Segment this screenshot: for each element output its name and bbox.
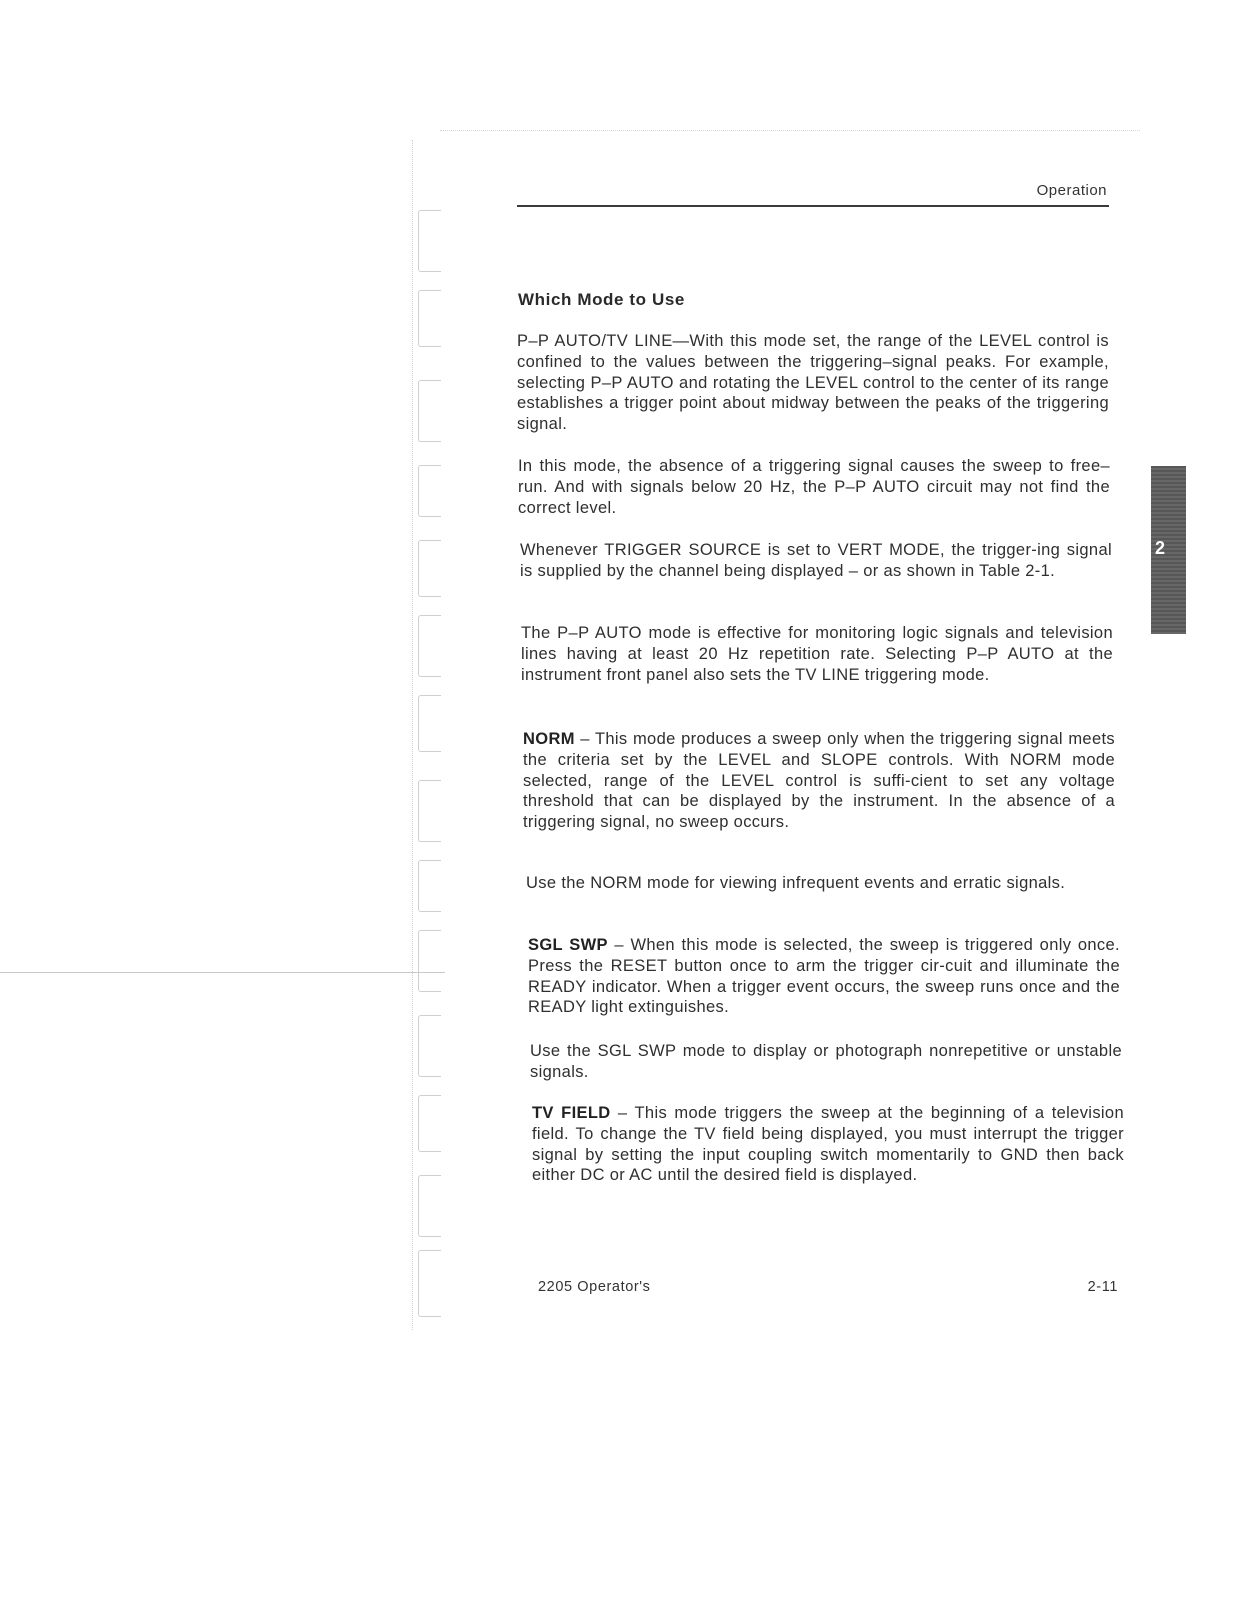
binding-hole: [418, 465, 441, 517]
paragraph-norm-mode: [523, 729, 1115, 833]
paragraph-tv-field-mode: [532, 1103, 1124, 1186]
binding-holes: [410, 140, 455, 1330]
binding-hole: [418, 780, 441, 842]
binding-hole: [418, 540, 441, 597]
binding-hole: [418, 1175, 441, 1237]
binding-hole: [418, 615, 441, 677]
binding-hole: [418, 1250, 441, 1317]
paragraph-trigger-source: [520, 540, 1112, 582]
binding-hole: [418, 210, 441, 272]
scan-margin-line: [0, 972, 445, 973]
footer-page-number: 2-11: [1087, 1279, 1118, 1295]
mode-name-sgl-swp: SGL SWP: [528, 936, 608, 954]
binding-hole: [418, 695, 441, 752]
paragraph-text: The P–P AUTO mode is effective for monitoring logic signals and television lines having at least 20 Hz repetition rate. Selecting P–P AUTO at the instrument front panel also sets the TV LINE triggering mode.: [521, 624, 1113, 684]
paragraph-text: P–P AUTO/TV LINE—With this mode set, the range of the LEVEL control is confined to the values between the triggering–signal peaks. For example, selecting P–P AUTO and rotating the LEVEL control to the center of its range establishes a trigger point about midway between the peaks of the triggering signal.: [517, 332, 1109, 434]
paragraph-text: – This mode produces a sweep only when the triggering signal meets the criteria set by the LEVEL and SLOPE controls. With NORM mode selected, range of the LEVEL control is suffi-cient to set any voltage threshold that can be displayed by the instrument. In the absence of a triggering signal, no sweep occurs.: [523, 730, 1115, 832]
header-rule: [517, 205, 1109, 207]
section-title: Which Mode to Use: [518, 290, 685, 309]
mode-name-norm: NORM: [523, 730, 575, 748]
paragraph-norm-usage: [526, 873, 1118, 894]
paragraph-text: Use the NORM mode for viewing infrequent events and erratic signals.: [526, 874, 1066, 892]
paragraph-free-run: [518, 456, 1110, 518]
binding-hole: [418, 290, 441, 347]
paragraph-text: – This mode triggers the sweep at the beginning of a television field. To change the TV field being displayed, you must interrupt the trigger signal by setting the input coupling switch momentarily to GND then back either DC or AC until the desired field is displayed.: [532, 1104, 1124, 1185]
paragraph-logic-signals: [521, 623, 1113, 685]
paragraph-text: Whenever TRIGGER SOURCE is set to VERT MODE, the trigger-ing signal is supplied by the channel being displayed – or as shown in Table 2-1.: [520, 541, 1112, 580]
binding-hole: [418, 930, 441, 992]
section-tab-marker: [1151, 466, 1186, 634]
paragraph-text: Use the SGL SWP mode to display or photograph nonrepetitive or unstable signals.: [530, 1042, 1122, 1081]
binding-rule: [412, 140, 413, 1330]
binding-hole: [418, 860, 441, 912]
scan-edge-line: [440, 130, 1140, 131]
binding-hole: [418, 1015, 441, 1077]
paragraph-sgl-swp-usage: [530, 1041, 1122, 1083]
paragraph-text: – When this mode is selected, the sweep is triggered only once. Press the RESET button once to arm the trigger cir-cuit and illuminate the READY indicator. When a trigger event occurs, the sweep runs once and the READY light extinguishes.: [528, 936, 1120, 1017]
paragraph-sgl-swp-mode: [528, 935, 1120, 1018]
running-head: Operation: [1036, 182, 1107, 199]
footer-manual-name: 2205 Operator's: [538, 1279, 651, 1295]
section-tab-label: 2: [1155, 538, 1166, 558]
binding-hole: [418, 1095, 441, 1152]
paragraph-pp-auto: [517, 331, 1109, 435]
mode-name-tv-field: TV FIELD: [532, 1104, 611, 1122]
paragraph-text: In this mode, the absence of a triggering signal causes the sweep to free–run. And with signals below 20 Hz, the P–P AUTO circuit may not find the correct level.: [518, 457, 1110, 517]
binding-hole: [418, 380, 441, 442]
